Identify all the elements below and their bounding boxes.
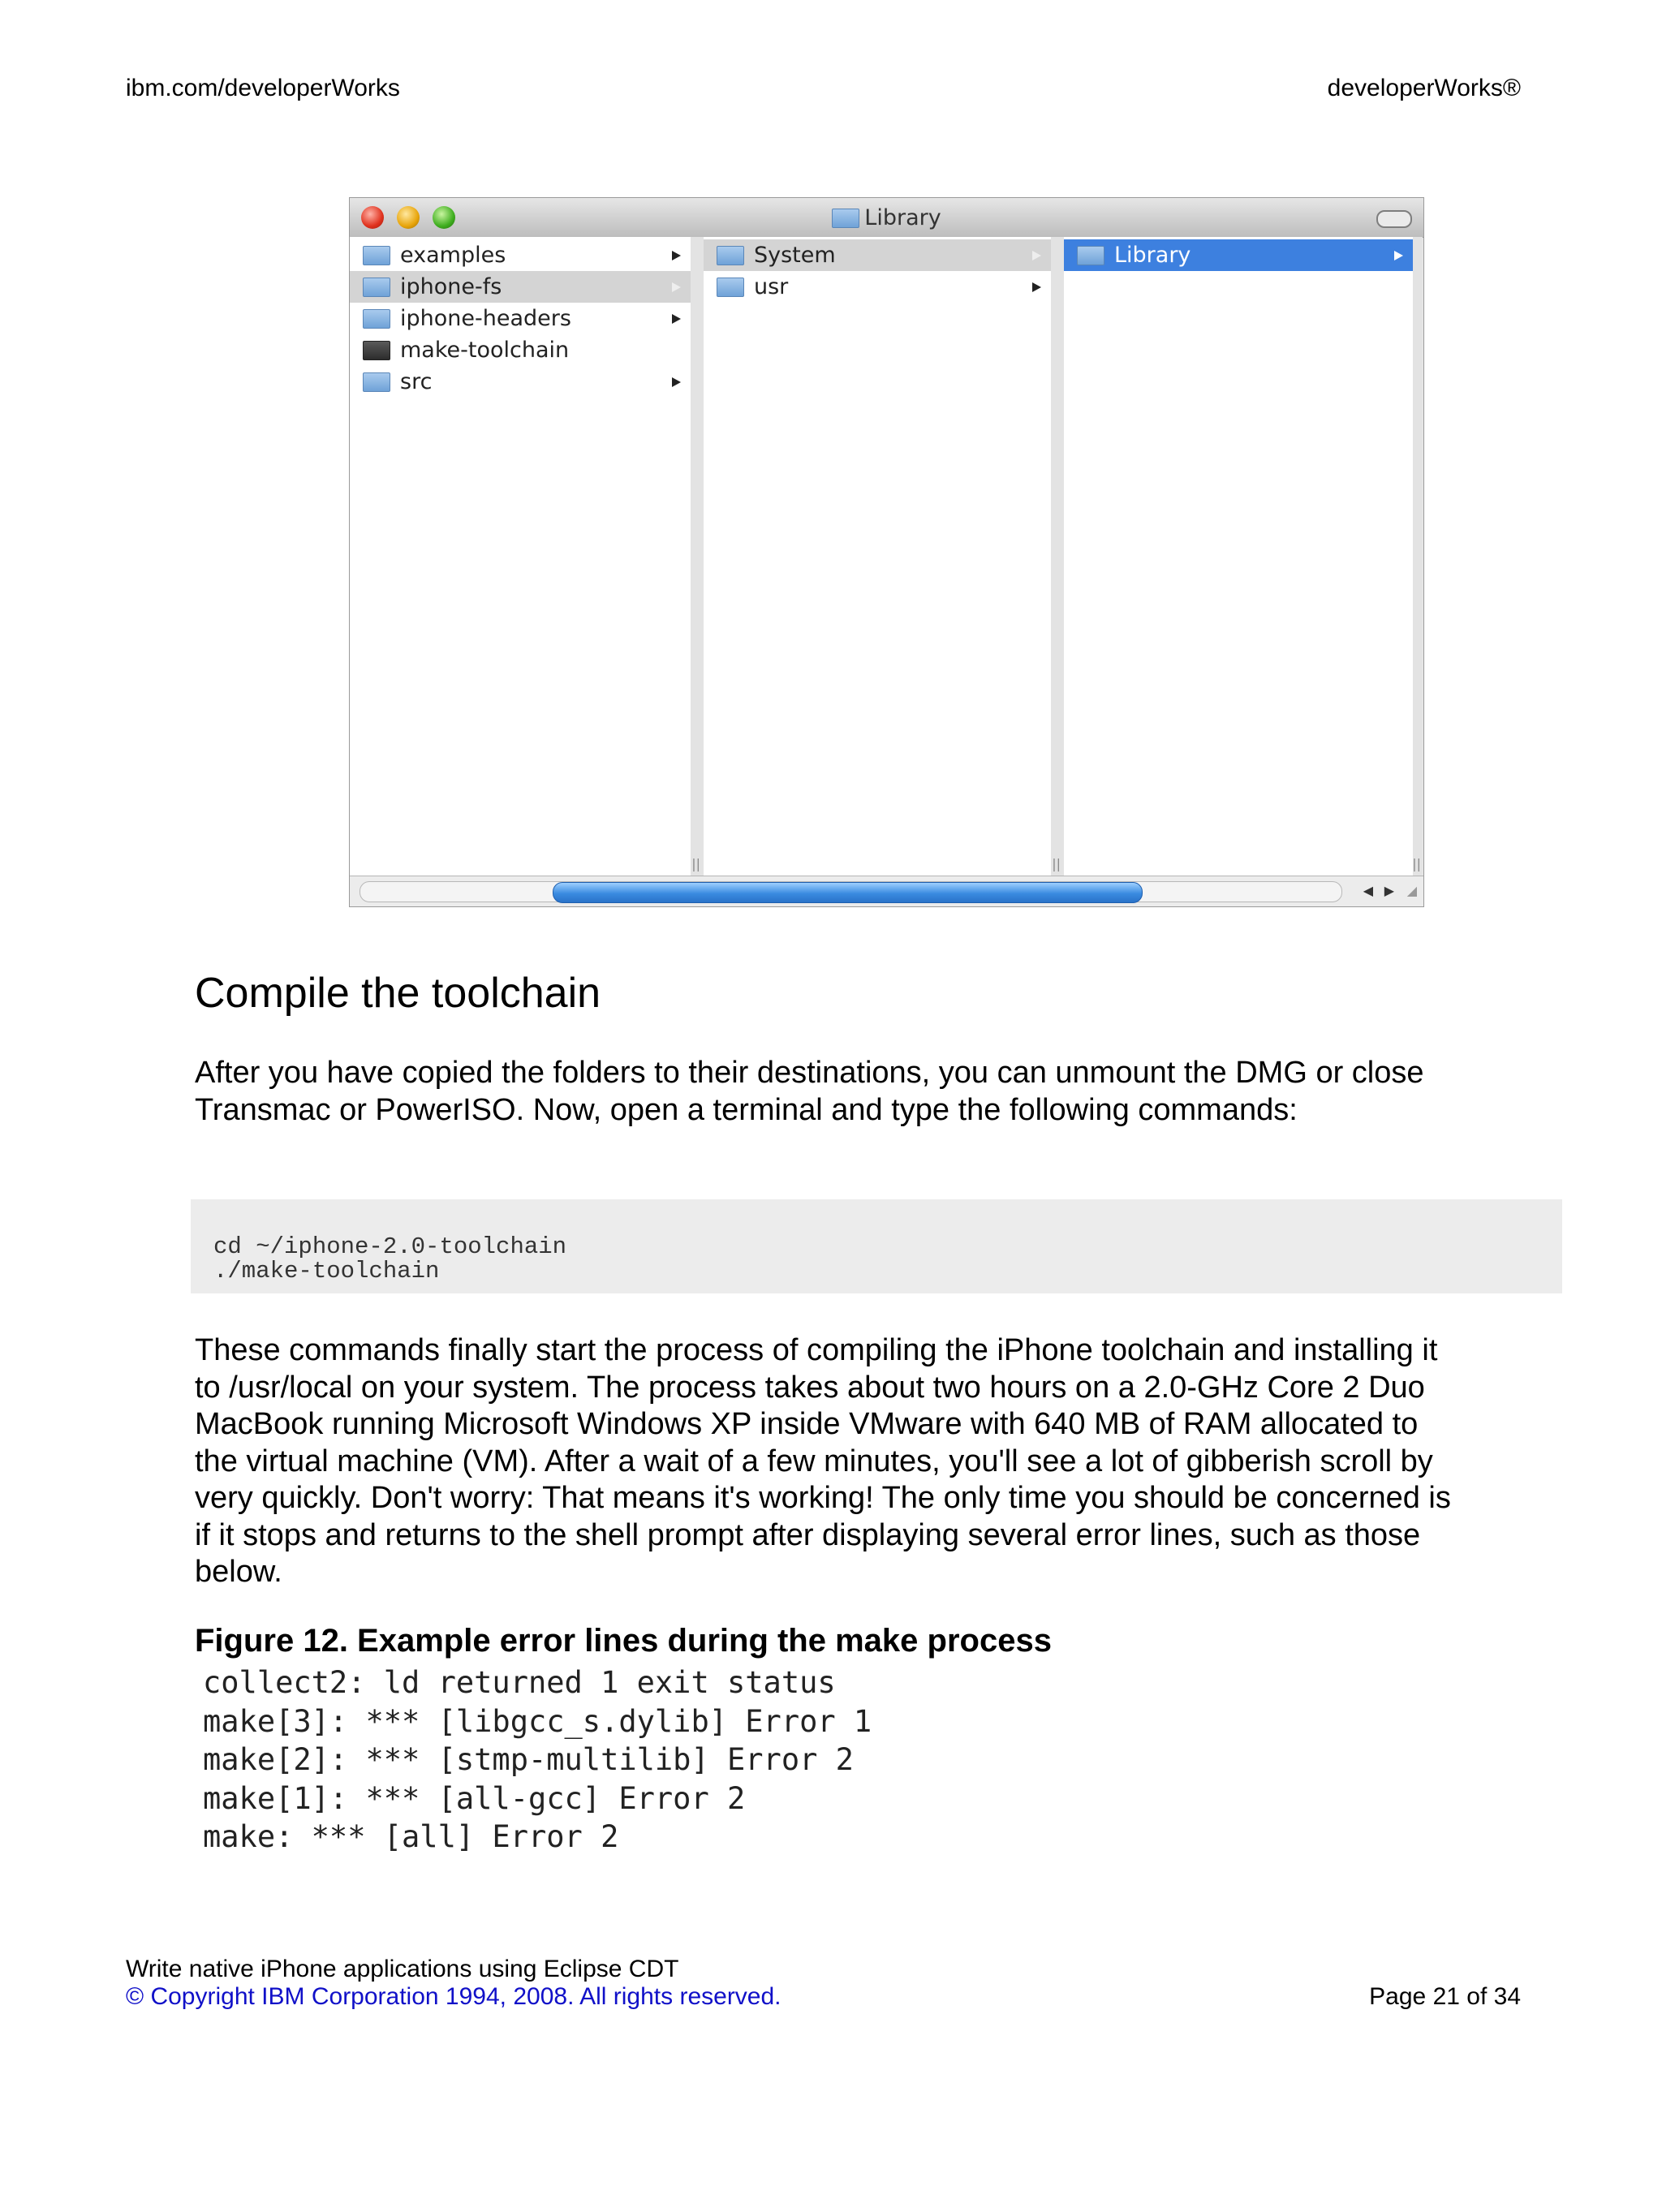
error-line: make: *** [all] Error 2 xyxy=(203,1819,619,1854)
finder-title-label: Library xyxy=(864,205,941,230)
footer-article-title: Write native iPhone applications using Eclipse CDT xyxy=(126,1956,679,1982)
intro-paragraph: After you have copied the folders to their destinations, you can unmount the DMG or close Transmac or PowerISO. Now, open a terminal and type the following commands: xyxy=(195,1056,1424,1127)
finder-item-label: src xyxy=(400,369,433,394)
scroll-thumb[interactable] xyxy=(553,882,1143,903)
finder-item-label: make-toolchain xyxy=(400,338,570,363)
finder-item-label: examples xyxy=(400,243,506,268)
column-resize-handle[interactable]: || xyxy=(1412,856,1421,871)
folder-icon xyxy=(363,309,390,329)
folder-icon xyxy=(363,246,390,265)
finder-item-label: Library xyxy=(1114,243,1191,268)
finder-item[interactable] xyxy=(350,239,691,271)
figure-caption: Figure 12. Example error lines during the make process xyxy=(195,1623,1052,1659)
finder-titlebar xyxy=(350,198,1423,238)
footer-copyright-link[interactable]: © Copyright IBM Corporation 1994, 2008. All rights reserved. xyxy=(126,1983,781,2010)
toolbar-toggle-button[interactable] xyxy=(1376,210,1412,228)
horizontal-scrollbar[interactable] xyxy=(350,876,1423,906)
disclosure-arrow-icon xyxy=(672,251,681,260)
folder-icon xyxy=(832,209,859,228)
finder-item-selected[interactable] xyxy=(704,239,1051,271)
disclosure-arrow-icon xyxy=(1032,282,1041,292)
disclosure-arrow-icon xyxy=(1032,251,1041,260)
finder-window-title xyxy=(350,205,1423,230)
disclosure-arrow-icon xyxy=(1394,251,1403,260)
error-line: make[2]: *** [stmp-multilib] Error 2 xyxy=(203,1742,854,1777)
header-brand: developerWorks® xyxy=(1327,75,1521,101)
footer-page-number: Page 21 of 34 xyxy=(1369,1983,1521,2010)
body-paragraph: These commands finally start the process of compiling the iPhone toolchain and installing it to /usr/local on your system. The process takes about two hours on a 2.0-GHz Core 2 Duo MacBook running Microsoft Windows XP inside VMware with 640 MB of RAM allocated to the virtual machine (VM). After a wait of a few minutes, you'll see a lot of gibberish scroll by very quickly. Don't worry: That means it's working! The only time you should be concerned is if it stops and returns to the shell prompt after displaying several error lines, such as those below. xyxy=(195,1333,1451,1589)
finder-column-3 xyxy=(1064,237,1423,878)
finder-item-label: iphone-headers xyxy=(400,306,571,331)
finder-item-label: System xyxy=(754,243,836,268)
column-resize-handle[interactable]: || xyxy=(1052,856,1061,871)
finder-column-2 xyxy=(704,237,1064,878)
code-line: cd ~/iphone-2.0-toolchain xyxy=(213,1233,567,1260)
finder-window-screenshot xyxy=(349,197,1424,907)
finder-item[interactable] xyxy=(350,303,691,334)
folder-icon xyxy=(717,246,744,265)
finder-item[interactable] xyxy=(350,334,691,366)
finder-item-label: iphone-fs xyxy=(400,274,502,299)
header-site-url[interactable]: ibm.com/developerWorks xyxy=(126,75,400,101)
error-lines-figure xyxy=(203,1663,872,1857)
finder-item-active[interactable] xyxy=(1064,239,1413,271)
finder-item-label: usr xyxy=(754,274,789,299)
finder-item[interactable] xyxy=(704,271,1051,303)
finder-item-selected[interactable] xyxy=(350,271,691,303)
executable-icon xyxy=(363,341,390,360)
finder-column-1 xyxy=(350,237,704,878)
folder-icon xyxy=(363,372,390,392)
error-line: make[1]: *** [all-gcc] Error 2 xyxy=(203,1780,746,1816)
disclosure-arrow-icon xyxy=(672,282,681,292)
column-resize-handle[interactable]: || xyxy=(691,856,700,871)
folder-icon xyxy=(1077,246,1104,265)
disclosure-arrow-icon xyxy=(672,377,681,387)
folder-icon xyxy=(363,278,390,297)
disclosure-arrow-icon xyxy=(672,314,681,324)
folder-icon xyxy=(717,278,744,297)
error-line: make[3]: *** [libgcc_s.dylib] Error 1 xyxy=(203,1703,872,1739)
resize-grip-icon[interactable]: ◢ xyxy=(1406,883,1417,898)
code-line: ./make-toolchain xyxy=(213,1258,440,1285)
finder-item[interactable] xyxy=(350,366,691,398)
code-block xyxy=(191,1199,1562,1293)
scroll-right-arrow-icon[interactable]: ▶ xyxy=(1384,883,1394,898)
section-heading: Compile the toolchain xyxy=(195,970,601,1017)
scroll-left-arrow-icon[interactable]: ◀ xyxy=(1363,883,1373,898)
error-line: collect2: ld returned 1 exit status xyxy=(203,1665,836,1700)
